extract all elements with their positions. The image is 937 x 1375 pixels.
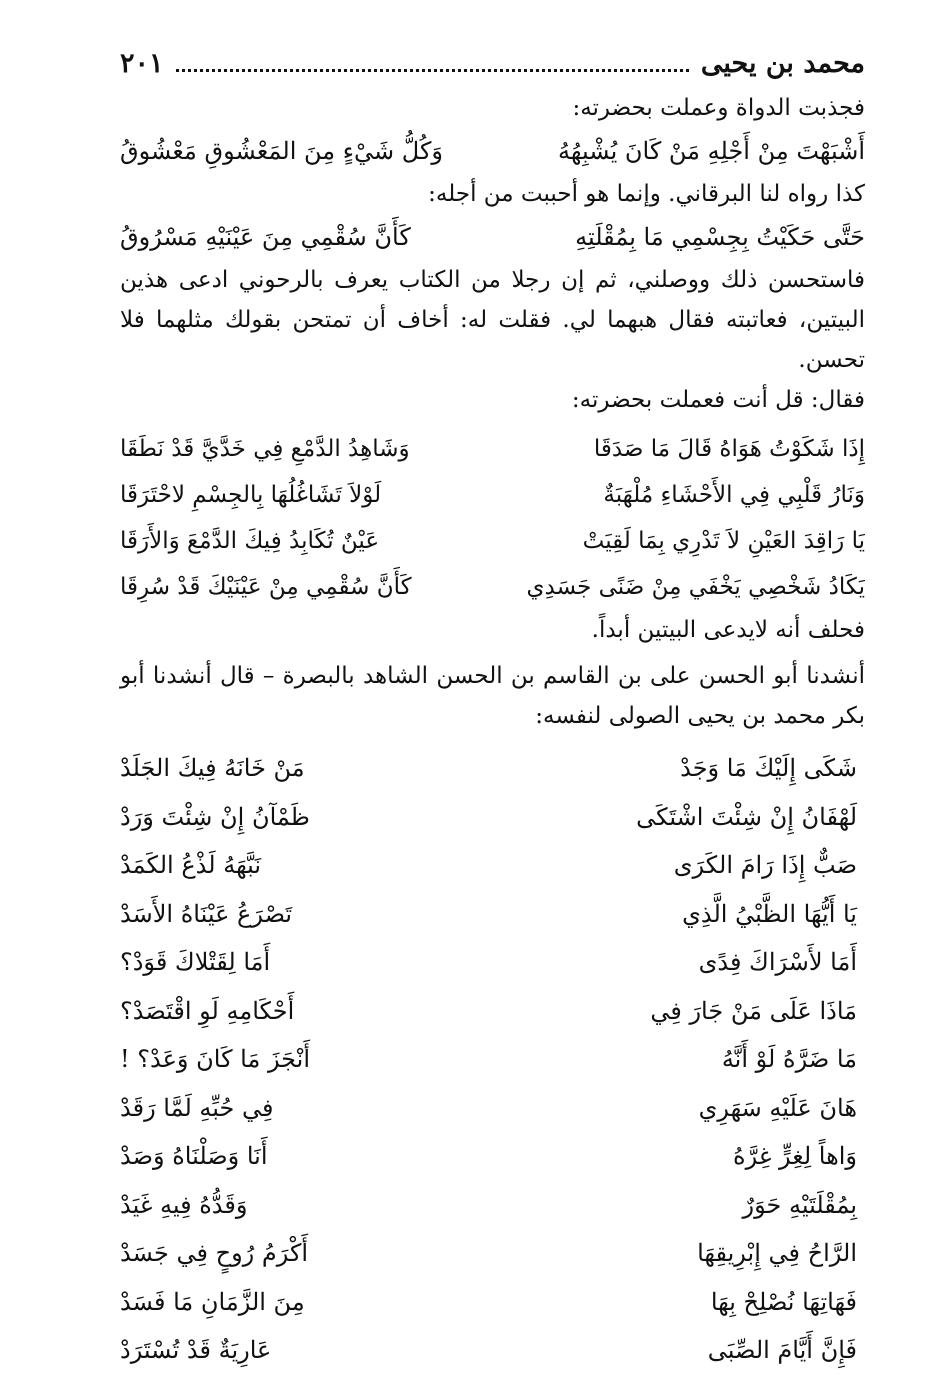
page-number: ٢٠١	[120, 48, 164, 79]
hemistich-first: مَا ضَرَّهُ لَوْ أَنَّهُ	[721, 1045, 857, 1073]
verse	[120, 890, 865, 939]
verse	[120, 518, 865, 564]
hemistich-second: كَأَنَّ سُقْمِي مِنَ عَيْنَيْهِ مَسْرُوقُ	[120, 223, 411, 251]
hemistich-first: شَكَى إِلَيْكَ مَا وَجَدْ	[680, 754, 857, 782]
hemistich-first: مَاذَا عَلَى مَنْ جَارَ فِي	[650, 996, 857, 1025]
verse	[120, 1084, 865, 1133]
hemistich-first: وَاهاً لِغِرٍّ غِرَّهُ	[733, 1142, 857, 1170]
hemistich-second: أَمَا لِقَتْلاكَ قَوَدْ؟	[120, 948, 271, 976]
verse	[120, 793, 865, 842]
verse	[120, 1229, 865, 1278]
narration-line: فحلف أنه لايدعى البيتين أبداً.	[591, 617, 865, 643]
verse	[120, 1326, 865, 1375]
verse	[120, 1278, 865, 1327]
hemistich-first: فَهَاتِهَا نُصْلِحْ بِهَا	[710, 1287, 857, 1316]
hemistich-second: مَنْ خَانَهُ فِيكَ الجَلَدْ	[120, 754, 305, 782]
hemistich-second: عَارِيَةٌ قَدْ تُسْتَرَدْ	[120, 1336, 272, 1364]
hemistich-second: أَكْرَمُ رُوحٍ فِي جَسَدْ	[120, 1239, 309, 1267]
verse-block-2	[120, 214, 865, 260]
poem-a	[120, 426, 865, 610]
verse	[120, 564, 865, 610]
hemistich-first: حَتَّى حَكَيْتُ بِجِسْمِي مَا بِمُقْلَتِهِ	[575, 223, 865, 251]
hemistich-second: فِي حُبِّهِ لَمَّا رَقَدْ	[120, 1093, 274, 1122]
verse	[120, 938, 865, 987]
verse	[120, 472, 865, 518]
hemistich-second: أَحْكَامِهِ لَوِ اقْتَصَدْ؟	[120, 996, 295, 1025]
paragraph: فاستحسن ذلك ووصلني، ثم إن رجلا من الكتاب يعرف بالرحوني ادعى هذين البيتين، فعاتبته فقال هبهما لي. فقلت له: أخاف أن تمتحن بقولك مثلهما فلا تحسن.	[120, 267, 865, 373]
hemistich-second: تَصْرَعُ عَيْنَاهُ الأَسَدْ	[120, 899, 293, 928]
verse	[120, 426, 865, 472]
hemistich-second: وَقَدُّهُ فِيهِ غَيَدْ	[120, 1190, 248, 1219]
hemistich-second: كَأَنَّ سُقْمِي مِنْ عَيْنَيْكَ قَدْ سُرِقَا	[120, 574, 412, 600]
hemistich-first: هَانَ عَلَيْهِ سَهَرِي	[698, 1093, 857, 1122]
hemistich-first: أَمَا لأَسْرَاكَ فِدًى	[698, 948, 857, 976]
hemistich-second: ظَمْآنُ إِنْ شِئْتَ وَرَدْ	[120, 802, 310, 831]
paragraph: أنشدنا أبو الحسن على بن القاسم بن الحسن الشاهد بالبصرة – قال أنشدنا أبو بكر محمد بن يحيى الصولى لنفسه:	[120, 663, 865, 729]
hemistich-second: لَوْلاَ تَشَاغُلُهَا بِالجِسْمِ لاحْتَرَقَا	[120, 482, 382, 508]
hemistich-first: يَا رَاقِدَ العَيْنِ لاَ تَدْرِي بِمَا لَقِيَتْ	[582, 528, 865, 554]
hemistich-first: لَهْفَانُ إِنْ شِئْتَ اشْتَكَى	[636, 802, 857, 831]
verse	[120, 1132, 865, 1181]
verse	[120, 987, 865, 1036]
hemistich-second: أَنْجَزَ مَا كَانَ وَعَدْ؟ !	[120, 1045, 311, 1073]
narration-line: فقال: قل أنت فعملت بحضرته:	[571, 387, 865, 413]
verse	[120, 214, 865, 260]
verse	[120, 841, 865, 890]
hemistich-second: مِنَ الزَّمَانِ مَا فَسَدْ	[120, 1287, 305, 1316]
leader-dots	[176, 43, 689, 72]
hemistich-second: وَكُلُّ شَيْءٍ مِنَ المَعْشُوقِ مَعْشُوقُ	[120, 137, 443, 165]
hemistich-second: أَنَا وَصَلْنَاهُ وَصَدْ	[120, 1142, 268, 1170]
hemistich-first: بِمُقْلَتَيْهِ حَوَرٌ	[742, 1190, 857, 1219]
hemistich-first: أَشْبَهْتَ مِنْ أَجْلِهِ مَنْ كَانَ يُشْبِهُهُ	[558, 137, 865, 165]
intro-line: فجذبت الدواة وعملت بحضرته:	[572, 95, 865, 121]
verse	[120, 1035, 865, 1084]
running-header	[120, 40, 865, 88]
verse	[120, 1181, 865, 1230]
verse	[120, 744, 865, 793]
page	[120, 40, 865, 1364]
hemistich-first: يَكَادُ شَخْصِي يَخْفَي مِنْ ضَنًى جَسَدِي	[526, 574, 865, 600]
running-title: محمد بن يحيى	[700, 48, 865, 79]
hemistich-second: نَبَّهَهُ لَذْعُ الكَمَدْ	[120, 851, 262, 879]
hemistich-second: وَشَاهِدُ الدَّمْعِ فِي خَدَّيَّ قَدْ نَطَقَا	[120, 436, 410, 462]
hemistich-first: يَا أَيُّهَا الظَّبْيُ الَّذِي	[682, 899, 857, 928]
hemistich-first: فَإِنَّ أَيَّامَ الصِّبَى	[707, 1336, 857, 1364]
verse-block-1	[120, 128, 865, 174]
hemistich-first: صَبٌّ إِذَا رَامَ الكَرَى	[673, 851, 857, 879]
verse	[120, 128, 865, 174]
poem-b	[120, 744, 865, 1375]
narration-line: كذا رواه لنا البرقاني. وإنما هو أحببت من أجله:	[428, 181, 865, 207]
hemistich-first: إِذَا شَكَوْتُ هَوَاهُ قَالَ مَا صَدَقَا	[593, 436, 865, 462]
hemistich-first: الرَّاحُ فِي إِبْرِيقِهَا	[697, 1239, 857, 1267]
hemistich-first: وَنَارُ قَلْبِي فِي الأَحْشَاءِ مُلْهَبَةٌ	[603, 482, 865, 508]
hemistich-second: عَيْنٌ تُكَابِدُ فِيكَ الدَّمْعَ وَالأَرَقَا	[120, 528, 380, 554]
